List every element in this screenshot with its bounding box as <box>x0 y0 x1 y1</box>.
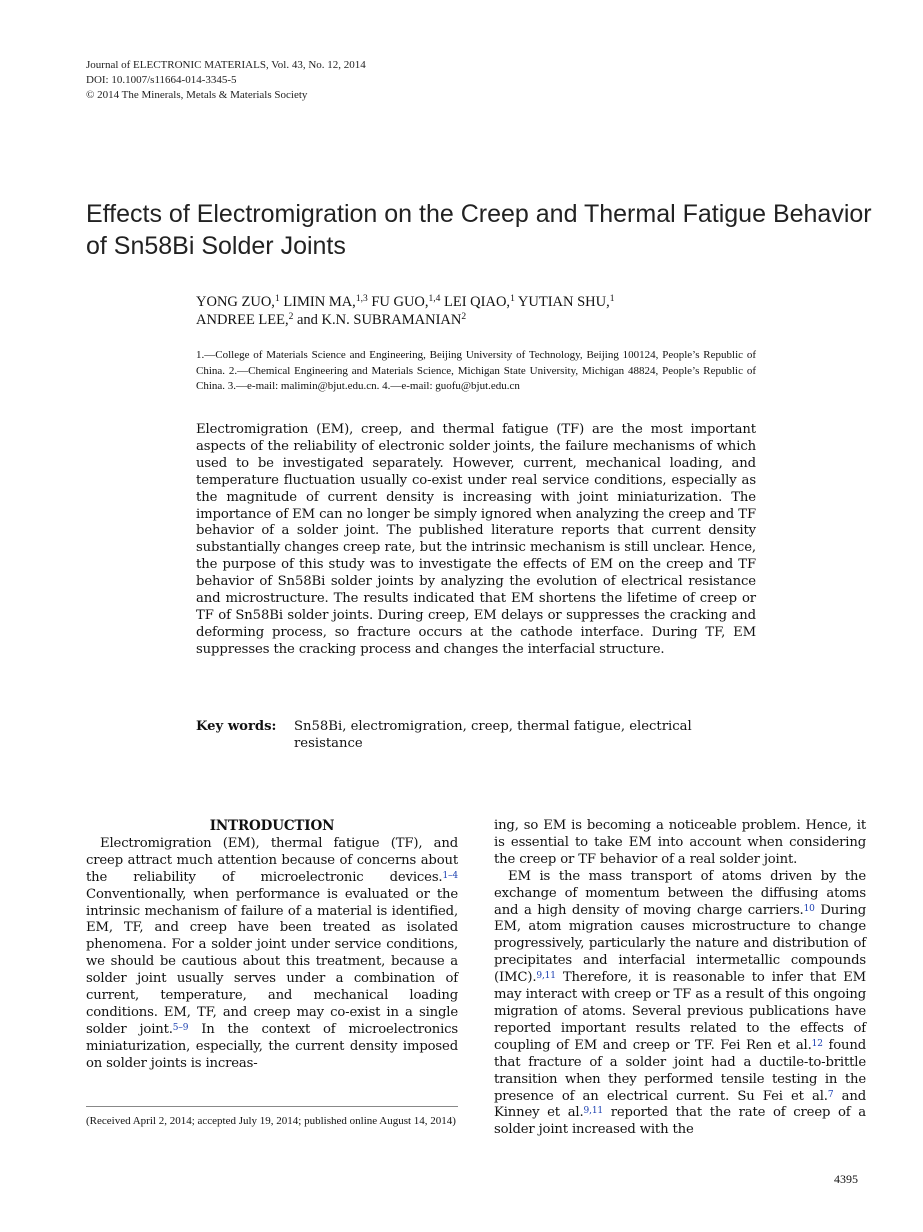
page-number: 4395 <box>834 1172 858 1186</box>
journal-header <box>86 58 366 103</box>
paragraph: ing, so EM is becoming a noticeable problem. Hence, it is essential to take EM into account when considering the creep or TF behavior of a real solder joint. <box>494 818 866 867</box>
citation-link[interactable]: 12 <box>811 1038 823 1049</box>
author-affiliation-marker: 1 <box>274 294 280 304</box>
author-list <box>196 293 796 329</box>
citation-link[interactable]: 10 <box>803 903 815 914</box>
author: ANDREE LEE, <box>196 312 289 328</box>
citation-link[interactable]: 5–9 <box>172 1022 189 1033</box>
copyright: © 2014 The Minerals, Metals & Materials Society <box>86 89 308 101</box>
citation-link[interactable]: 7 <box>827 1089 834 1100</box>
left-column <box>86 818 458 1073</box>
affiliations: 1.—College of Materials Science and Engineering, Beijing University of Technology, Beijing 100124, People’s Republic of China. 2.—Chemical Engineering and Materials Science, Michigan State University, Michigan 48824, People’s Republic of China. 3.—e-mail: malimin@bjut.edu.cn. 4.—e-mail: guofu@bjut.edu.cn <box>196 349 756 392</box>
keywords-text: Sn58Bi, electromigration, creep, thermal fatigue, electrical resistance <box>294 719 692 751</box>
doi: DOI: 10.1007/s11664-014-3345-5 <box>86 74 237 86</box>
keywords-label: Key words: <box>196 719 277 734</box>
author-affiliation-marker: 1 <box>609 294 615 304</box>
article-title: Effects of Electromigration on the Creep and Thermal Fatigue Behavior of Sn58Bi Solder Joints <box>86 200 872 260</box>
journal-citation: Journal of ELECTRONIC MATERIALS, Vol. 43, No. 12, 2014 <box>86 59 366 71</box>
author-affiliation-marker: 1,3 <box>355 294 368 304</box>
text-run: Electromigration (EM), thermal fatigue (TF), and creep attract much attention because of concerns about the reliability of microelectronic devices. <box>86 835 458 885</box>
received-footnote: (Received April 2, 2014; accepted July 19, 2014; published online August 14, 2014) <box>86 1115 456 1127</box>
text-run: EM is the mass transport of atoms driven by the exchange of momentum between the diffusing atoms and a high density of moving charge carriers. <box>494 868 866 918</box>
citation-link[interactable]: 9,11 <box>583 1106 603 1117</box>
abstract: Electromigration (EM), creep, and thermal fatigue (TF) are the most important aspects of the reliability of electronic solder joints, the failure mechanisms of which used to be investigated separately. However, current, mechanical loading, and temperature fluctuation usually co-exist under real service conditions, especially as the magnitude of current density is increasing with joint miniaturization. The importance of EM can no longer be simply ignored when analyzing the creep and TF behavior of a solder joint. The published literature reports that current density substantially changes creep rate, but the intrinsic mechanism is still unclear. Hence, the purpose of this study was to investigate the effects of EM on the creep and TF behavior of Sn58Bi solder joints by analyzing the evolution of electrical resistance and microstructure. The results indicated that EM shortens the lifetime of creep or TF of Sn58Bi solder joints. During creep, EM delays or suppresses the cracking and deforming process, so fracture occurs at the cathode interface. During TF, EM suppresses the cracking process and changes the interfacial structure. <box>196 422 756 657</box>
author-affiliation-marker: 2 <box>288 312 294 322</box>
paragraph <box>86 836 458 1073</box>
author: LEI QIAO, <box>444 294 511 310</box>
author: LIMIN MA, <box>283 294 356 310</box>
text-run: In the context of microelectronics miniaturization, especially, the current density imposed on solder joints is increas- <box>86 1021 458 1071</box>
text-run: During EM, atom migration causes microstructure to change progressively, particularly the nature and distribution of precipitates and interfacial intermetallic compounds (IMC). <box>494 902 866 986</box>
section-heading: INTRODUCTION <box>209 818 335 834</box>
citation-link[interactable]: 1–4 <box>442 870 458 881</box>
citation-link[interactable]: 9,11 <box>536 971 556 982</box>
footnote-divider <box>86 1106 458 1107</box>
text-run: reported that the rate of creep of a solder joint increased with the <box>494 1105 866 1138</box>
author-affiliation-marker: 2 <box>461 312 467 322</box>
author: and K.N. SUBRAMANIAN <box>297 312 462 328</box>
text-run: found that fracture of a solder joint had a ductile-to-brittle transition when they performed tensile testing in the presence of an electrical current. Su Fei et al. <box>494 1037 866 1104</box>
text-run: and Kinney et al. <box>494 1088 867 1121</box>
right-column <box>494 818 866 1139</box>
author-affiliation-marker: 1 <box>510 294 515 304</box>
author: FU GUO, <box>371 294 429 310</box>
text-run: Therefore, it is reasonable to infer that EM may interact with creep or TF as a result of this ongoing migration of atoms. Several previous publications have reported important results related to the effects of coupling of EM and creep or TF. Fei Ren et al. <box>494 970 866 1053</box>
author: YUTIAN SHU, <box>517 294 610 310</box>
text-run: Conventionally, when performance is evaluated or the intrinsic mechanism of failure of a material is identified, EM, TF, and creep have been treated as isolated phenomena. For a solder joint under service conditions, we should be cautious about this treatment, because a solder joint usually serves under a combination of current, temperature, and mechanical loading conditions. EM, TF, and creep may co-exist in a single solder joint. <box>86 886 458 1037</box>
author: YONG ZUO, <box>196 294 275 310</box>
paragraph <box>494 869 866 1140</box>
author-affiliation-marker: 1,4 <box>428 294 441 304</box>
